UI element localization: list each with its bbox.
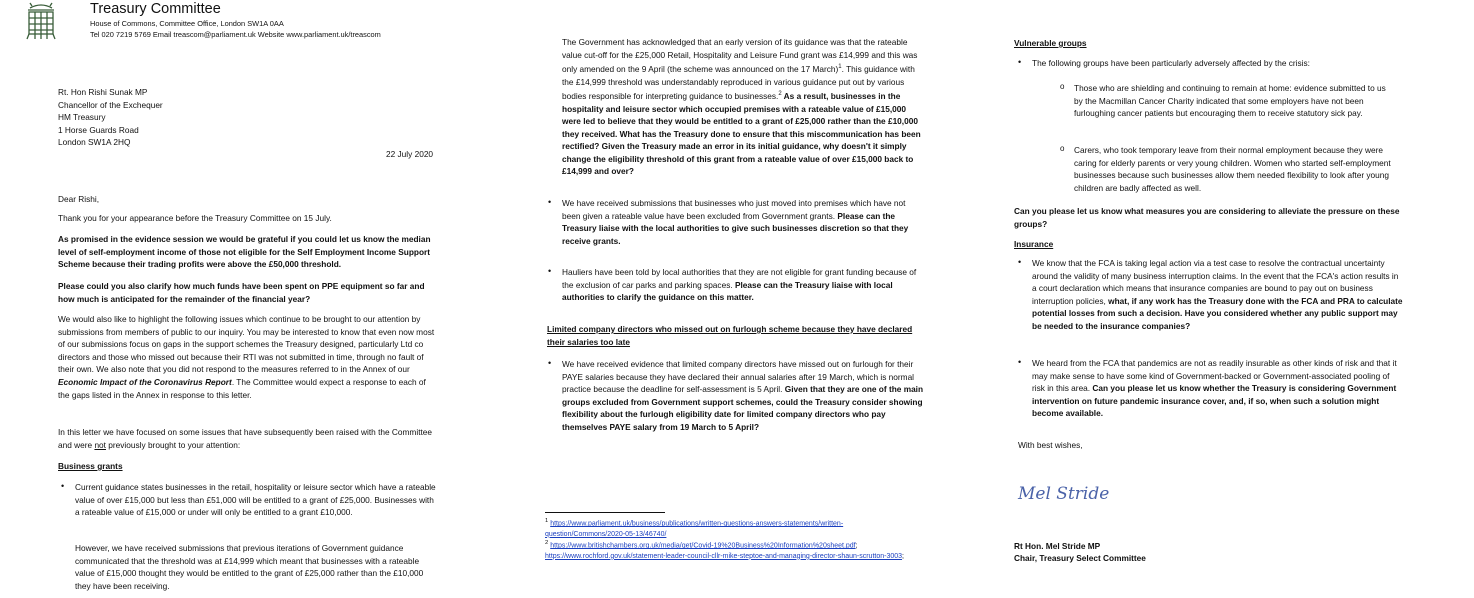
footnote-1	[545, 516, 905, 540]
letter-date: 22 July 2020	[386, 149, 434, 159]
business-grants-item: Current guidance states businesses in the retail, hospitality or leisure sector which have a rateable value of over £15,000 but less than £51,000 will be entitled to a grant of £25,000. Businesses with a rateable value of £15,000 or under will only be entitled to a grant £10,000.	[75, 482, 436, 518]
heading-vulnerable-groups: Vulnerable groups	[1014, 38, 1087, 48]
letter-page-2	[490, 0, 960, 598]
paragraph-threshold	[562, 36, 924, 178]
vulnerable-carers: Carers, who took temporary leave from their normal employment because they were caring for elderly parents or very young children. Women who started self-employment businesses because such businesses allow them needed flexibility to look after young children are badly affected as well.	[1074, 145, 1391, 193]
footnote-2	[545, 538, 905, 562]
bullet-icon: •	[548, 266, 552, 276]
paragraph-ppe-question: Please could you also clarify how much funds have been spent on PPE equipment so far and how much is anticipated for the remainder of the financial year?	[58, 281, 425, 304]
salutation: Dear Rishi,	[58, 194, 100, 204]
footnote-end: ;	[902, 552, 904, 560]
hauliers-item	[562, 266, 924, 304]
committee-name: Treasury Committee	[90, 1, 221, 17]
paragraph-issues	[58, 313, 438, 401]
hauliers-question: Please can the Treasury liaise with local authorities to clarify the guidance on this matter.	[562, 279, 893, 303]
report-title: Economic Impact of the Coronavirus Report	[58, 376, 232, 387]
threshold-text-mid: . This guidance with the £14,999 threshold was understandably reproduced in various guidance put out by various bodies responsible for interpreting guidance to businesses.	[562, 63, 915, 101]
footnote-separator: ;	[855, 542, 858, 550]
committee-contact: Tel 020 7219 5769 Email treascom@parliament.uk Website www.parliament.uk/treascom	[90, 30, 381, 39]
signer-title: Chair, Treasury Select Committee	[1014, 553, 1146, 563]
new-premises-question: Please can the Treasury liaise with the local authorities to give such businesses discretion so that they receive grants.	[562, 210, 909, 246]
insurance-fca-text: We know that the FCA is taking legal action via a test case to resolve the contractual uncertainty around the validity of many business interruption claims. In the event that the FCA's action results in a court declaration which means that insurance companies are bound to pay out on business interruption policies,	[1032, 258, 1399, 306]
footnote-ref-2[interactable]: 2	[778, 91, 782, 98]
insurance-fca-question: what, if any work has the Treasury done with the FCA and PRA to calculate potential losses from such a decision. Have you considered whether any public support may be needed to the insurance companies?	[1032, 295, 1403, 331]
threshold-text: The Government has acknowledged that an early version of its guidance was that the rateable value cut-off for the £25,000 Retail, Hospitality and Leisure Fund grant was £14,999 and this was only amended on the 9 April (the scheme was announced on the 17 March)	[562, 37, 918, 74]
bullet-icon: •	[548, 197, 552, 207]
recipient-line: HM Treasury	[58, 112, 106, 122]
footnote-number: 1	[545, 518, 549, 524]
paragraph-focus-text-end: previously brought to your attention:	[105, 439, 241, 450]
paragraph-issues-text: We would also like to highlight the following issues which continue to be brought to our attention by submissions from members of public to our inquiry. You may be interested to know that even now most of our submissions focus on gaps in the support schemes the Treasury designed, particularly Ltd co directors and those who missed out because their RTI was not submitted in time, through no fault of their own. We also note that you did not respond to the measures referred to in the Annex of our	[58, 314, 435, 375]
bullet-icon: •	[548, 358, 552, 368]
ltd-directors-item	[562, 358, 924, 434]
new-premises-item	[562, 197, 924, 247]
footnote-2-link-b[interactable]: https://www.rochford.gov.uk/statement-leader-council-cllr-mike-steptoe-and-managing-director-shaun-scrutton-3003	[545, 552, 903, 560]
heading-business-grants: Business grants	[58, 461, 123, 471]
heading-ltd-directors: Limited company directors who missed out on furlough scheme because they have declared their salaries too late	[547, 324, 913, 347]
heading-insurance: Insurance	[1014, 239, 1054, 249]
emphasis-not: not	[94, 439, 106, 450]
sub-bullet-icon: o	[1060, 144, 1065, 153]
signer-name: Rt Hon. Mel Stride MP	[1014, 541, 1101, 551]
insurance-pandemic-question: Can you please let us know whether the Treasury is considering Government intervention on future pandemic insurance cover, and, if so, when such a solution might become available.	[1032, 383, 1397, 419]
insurance-pandemic-text: We heard from the FCA that pandemics are not as readily insurable as other kinds of risk and that it may make sense to have some kind of Government-backed or Government-associated pooling of risk in this area.	[1032, 358, 1397, 394]
threshold-question: As a result, businesses in the hospitality and leisure sector which occupied premises with a rateable value of £15,000 were led to believe that they would be entitled to a grant of £25,000 rather than the £10,000 they received. What has the Treasury done to ensure that this miscommunication has been rectified? Given the Treasury made an error in its initial guidance, why doesn't it simply change the eligibility threshold of this grant from a rateable value of over £15,000 back to £14,999 and over?	[562, 90, 921, 177]
paragraph-focus-text: In this letter we have focused on some issues that have subsequently been raised with the Committee and were	[58, 427, 433, 450]
bullet-icon: •	[1018, 57, 1022, 67]
portcullis-icon	[24, 2, 58, 42]
business-grants-item-cont: However, we have received submissions that previous iterations of Government guidance communicated that the threshold was at £14,999 which meant that businesses with a rateable value of £15,000 thought they would be entitled to the grant of £25,000 rather than the £10,000 they have been receiving.	[75, 543, 424, 591]
vulnerable-intro: The following groups have been particularly adversely affected by the crisis:	[1032, 58, 1310, 68]
vulnerable-question: Can you please let us know what measures you are considering to alleviate the pressure on these groups?	[1014, 206, 1400, 229]
ltd-directors-question: Given that they are one of the main groups excluded from Government support schemes, could the Treasury consider showing flexibility about the furlough eligibility date for limited company directors who pay themselves PAYE salary from 19 March to 5 April?	[562, 384, 924, 432]
footnote-number: 2	[545, 540, 549, 546]
recipient-line: Chancellor of the Exchequer	[58, 99, 163, 110]
bullet-icon: •	[61, 481, 65, 491]
recipient-address	[58, 86, 163, 149]
recipient-line: London SW1A 2HQ	[58, 137, 131, 147]
paragraph-thanks: Thank you for your appearance before the Treasury Committee on 15 July.	[58, 213, 332, 223]
closing: With best wishes,	[1018, 440, 1083, 450]
letter-page-3	[990, 0, 1474, 598]
hauliers-text: Hauliers have been told by local authorities that they are not eligible for grant funding because of the exclusion of car parks and parking spaces.	[562, 267, 917, 290]
recipient-line: Rt. Hon Rishi Sunak MP	[58, 87, 148, 97]
paragraph-focus	[58, 426, 438, 451]
footnote-1-link[interactable]: https://www.parliament.uk/business/publications/written-questions-answers-statements/written-question/Commons/2020-05-13/46740/	[545, 520, 844, 538]
sub-bullet-icon: o	[1060, 82, 1065, 91]
footnote-ref-1[interactable]: 1	[838, 64, 842, 71]
ltd-directors-text: We have received evidence that limited company directors have missed out on furlough for their PAYE salaries because they have declared their annual salaries after 19 March, which is normal practice because the deadline for self-assessment is 5 April.	[562, 359, 915, 395]
recipient-line: 1 Horse Guards Road	[58, 124, 139, 135]
insurance-fca-item	[1032, 257, 1404, 333]
bullet-icon: •	[1018, 257, 1022, 267]
committee-address: House of Commons, Committee Office, London SW1A 0AA	[90, 19, 284, 28]
insurance-pandemic-item	[1032, 357, 1404, 420]
paragraph-seiss-question: As promised in the evidence session we would be grateful if you could let us know the median level of self-employment income of those not eligible for the Self Employment Income Support Scheme because their trading profits were above the £50,000 threshold.	[58, 234, 431, 270]
signature: Mel Stride	[1018, 484, 1110, 504]
vulnerable-shielding: Those who are shielding and continuing to remain at home: evidence submitted to us by the Macmillan Cancer Charity indicated that some employers have not been furloughing cancer patients but encouraging them to receive statutory sick pay.	[1074, 83, 1386, 119]
bullet-icon: •	[1018, 357, 1022, 367]
letter-page-1	[0, 0, 470, 598]
paragraph-issues-text-end: . The Committee would expect a response to each of the gaps listed in the Annex in response to this letter.	[58, 376, 426, 400]
footnote-2-link-a[interactable]: https://www.britishchambers.org.uk/media/get/Covid-19%20Business%20Information%20sheet.pdf	[550, 542, 856, 550]
footnote-divider	[545, 512, 665, 513]
new-premises-text: We have received submissions that businesses who just moved into premises which have not been given a rateable value have been excluded from Government grants.	[562, 198, 906, 221]
